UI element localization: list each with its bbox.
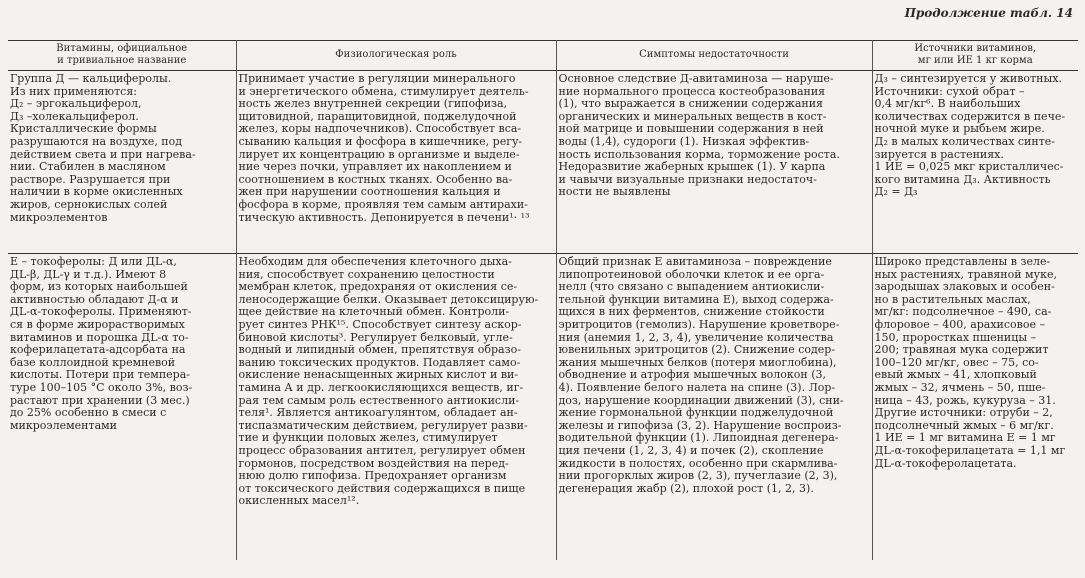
table-row-vitamin-d	[8, 71, 1078, 254]
header-deficiency-symptoms: Симптомы недостаточности	[556, 41, 872, 71]
table-caption: Продолжение табл. 14	[904, 6, 1073, 20]
cell-vitamin-e-role: Необходим для обеспечения клеточного дыха- ния, способствует сохранению целостности мембран клеток, предохраняя от окисления се- леносодержащие белки. Оказывает детоксицирую- щее действие на клеточный обмен. Контроли- рует синтез РНК¹⁵. Способствует синтезу аскор- биновой кислоты³. Регулирует белковый, угле- водный и липидный обмен, препятствуя образо- ванию токсических продуктов. Подавляет само- окисление ненасыщенных жирных кислот и ви- тамина А и др. легкоокисляющихся веществ, иг- рая тем самым роль естественного антиокисли- теля¹. Является антикоагулянтом, обладает ан- тиспазматическим действием, регулирует разви- тие и функции половых желез, стимулирует процесс образования антител, регулирует обмен гормонов, посредством воздействия на перед- нюю долю гипофиза. Предохраняет организм от токсического действия содержащихся в пище окисленных масел¹².	[236, 254, 556, 561]
cell-vitamin-e-sources: Широко представлены в зеле- ных растениях, травяной муке, зародышах злаковых и особен- но в растительных маслах, мг/кг: подсолнечное – 490, са- флоровое – 400, арахисовое – 150, проростках пшеницы – 200; травяная мука содержит 100–120 мг/кг, овес – 75, со- евый жмых – 41, хлопковый жмых – 32, ячмень – 50, пше- ница – 43, рожь, кукуруза – 31. Другие источники: отруби – 2, подсолнечный жмых – 6 мг/кг. 1 ИЕ = 1 мг витамина Е = 1 мг ДL-α-токоферилацетата = 1,1 мг ДL-α-токоферолацетата.	[874, 255, 1066, 470]
cell-vitamin-e-symptoms: Общий признак Е авитаминоза – повреждение липопротеиновой оболочки клеток и ее орга- нелл (что связано с выпадением антиокисли- тельной функции витамина Е), выход содержа- щихся в них ферментов, снижение стойкости эритроцитов (гемолиз). Нарушение кроветворе- ния (анемия 1, 2, 3, 4), увеличение количества ювенильных эритроцитов (2). Снижение содер- жания мышечных белков (потеря миоглобина), обводнение и атрофия мышечных волокон (3, 4). Появление белого налета на спине (3). Лор- доз, нарушение координации движений (3), сни- жение гормональной функции поджелудочной железы и гипофиза (3, 2). Нарушение воспроиз- водительной функции (1). Липоидная дегенера- ция печени (1, 2, 3, 4) и почек (2), скопление жидкости в полостях, особенно при скармлива- нии прогорклых жиров (2, 3), пучеглазие (2, 3), дегенерация жабр (2), плохой рост (1, 2, 3).	[556, 254, 872, 561]
cell-vitamin-d-role: Принимает участие в регуляции минерального и энергетического обмена, стимулирует деятель- ность желез внутренней секреции (гипофиза, щитовидной, паращитовидной, поджелудочной желез, коры надпочечников). Способствует вса- сыванию кальция и фосфора в кишечнике, регу- лирует их концентрацию в организме и выделе- ние через почки, управляет их накоплением и соотношением в костных тканях. Особенно ва- жен при нарушении соотношения кальция и фосфора в корме, проявляя тем самым антирахи- тическую активность. Депонируется в печени¹· ¹³	[236, 71, 556, 254]
table-header-row	[8, 41, 1078, 71]
header-physiological-role: Физиологическая роль	[236, 41, 556, 71]
cell-vitamin-d-symptoms: Основное следствие Д-авитаминоза — наруше- ние нормального процесса костеобразования (1), что выражается в снижении содержания органических и минеральных веществ в кост- ной матрице и повышении содержания в ней воды (1,4), судороги (1). Низкая эффектив- ность использования корма, торможение роста. Недоразвитие жаберных крышек (1). У карпа и чавычи визуальные признаки недостаточ- ности не выявлены	[556, 71, 872, 254]
cell-vitamin-e-name: Е – токоферолы: Д или ДL-α, ДL-β, ДL-γ и т.д.). Имеют 8 форм, из которых наибольшей активностью обладают Д-α и ДL-α-токоферолы. Применяют- ся в форме жирорастворимых витаминов и порошка ДL-α то- коферилацетата-адсорбата на базе коллоидной кремневой кислоты. Потери при темпера- туре 100–105 °С около 3%, воз- растают при хранении (3 мес.) до 25% особенно в смеси с микроэлементами	[8, 254, 236, 561]
header-vitamin-sources: Источники витаминов, мг или ИЕ 1 кг корма	[872, 41, 1078, 71]
cell-vitamin-d-sources: Д₃ – синтезируется у животных. Источники: сухой обрат – 0,4 мг/кг⁶. В наибольших количествах содержится в пече- ночной муке и рыбьем жире. Д₂ в малых количествах синте- зируется в растениях. 1 ИЕ = 0,025 мкг кристалличес- кого витамина Д₃. Активность Д₂ = Д₃	[872, 71, 1078, 254]
cell-vitamin-d-name: Группа Д — кальциферолы. Из них применяются: Д₂ – эргокальциферол, Д₃ –холекальциферол. Кристаллические формы разрушаются на воздухе, под действием света и при нагрева- нии. Стабилен в масляном растворе. Разрушается при наличии в корме окисленных жиров, сернокислых солей микроэлементов	[8, 71, 236, 254]
vitamins-table	[8, 40, 1078, 560]
header-vitamin-name: Витамины, официальное и тривиальное название	[8, 41, 236, 71]
table-row-vitamin-e	[8, 254, 1078, 561]
